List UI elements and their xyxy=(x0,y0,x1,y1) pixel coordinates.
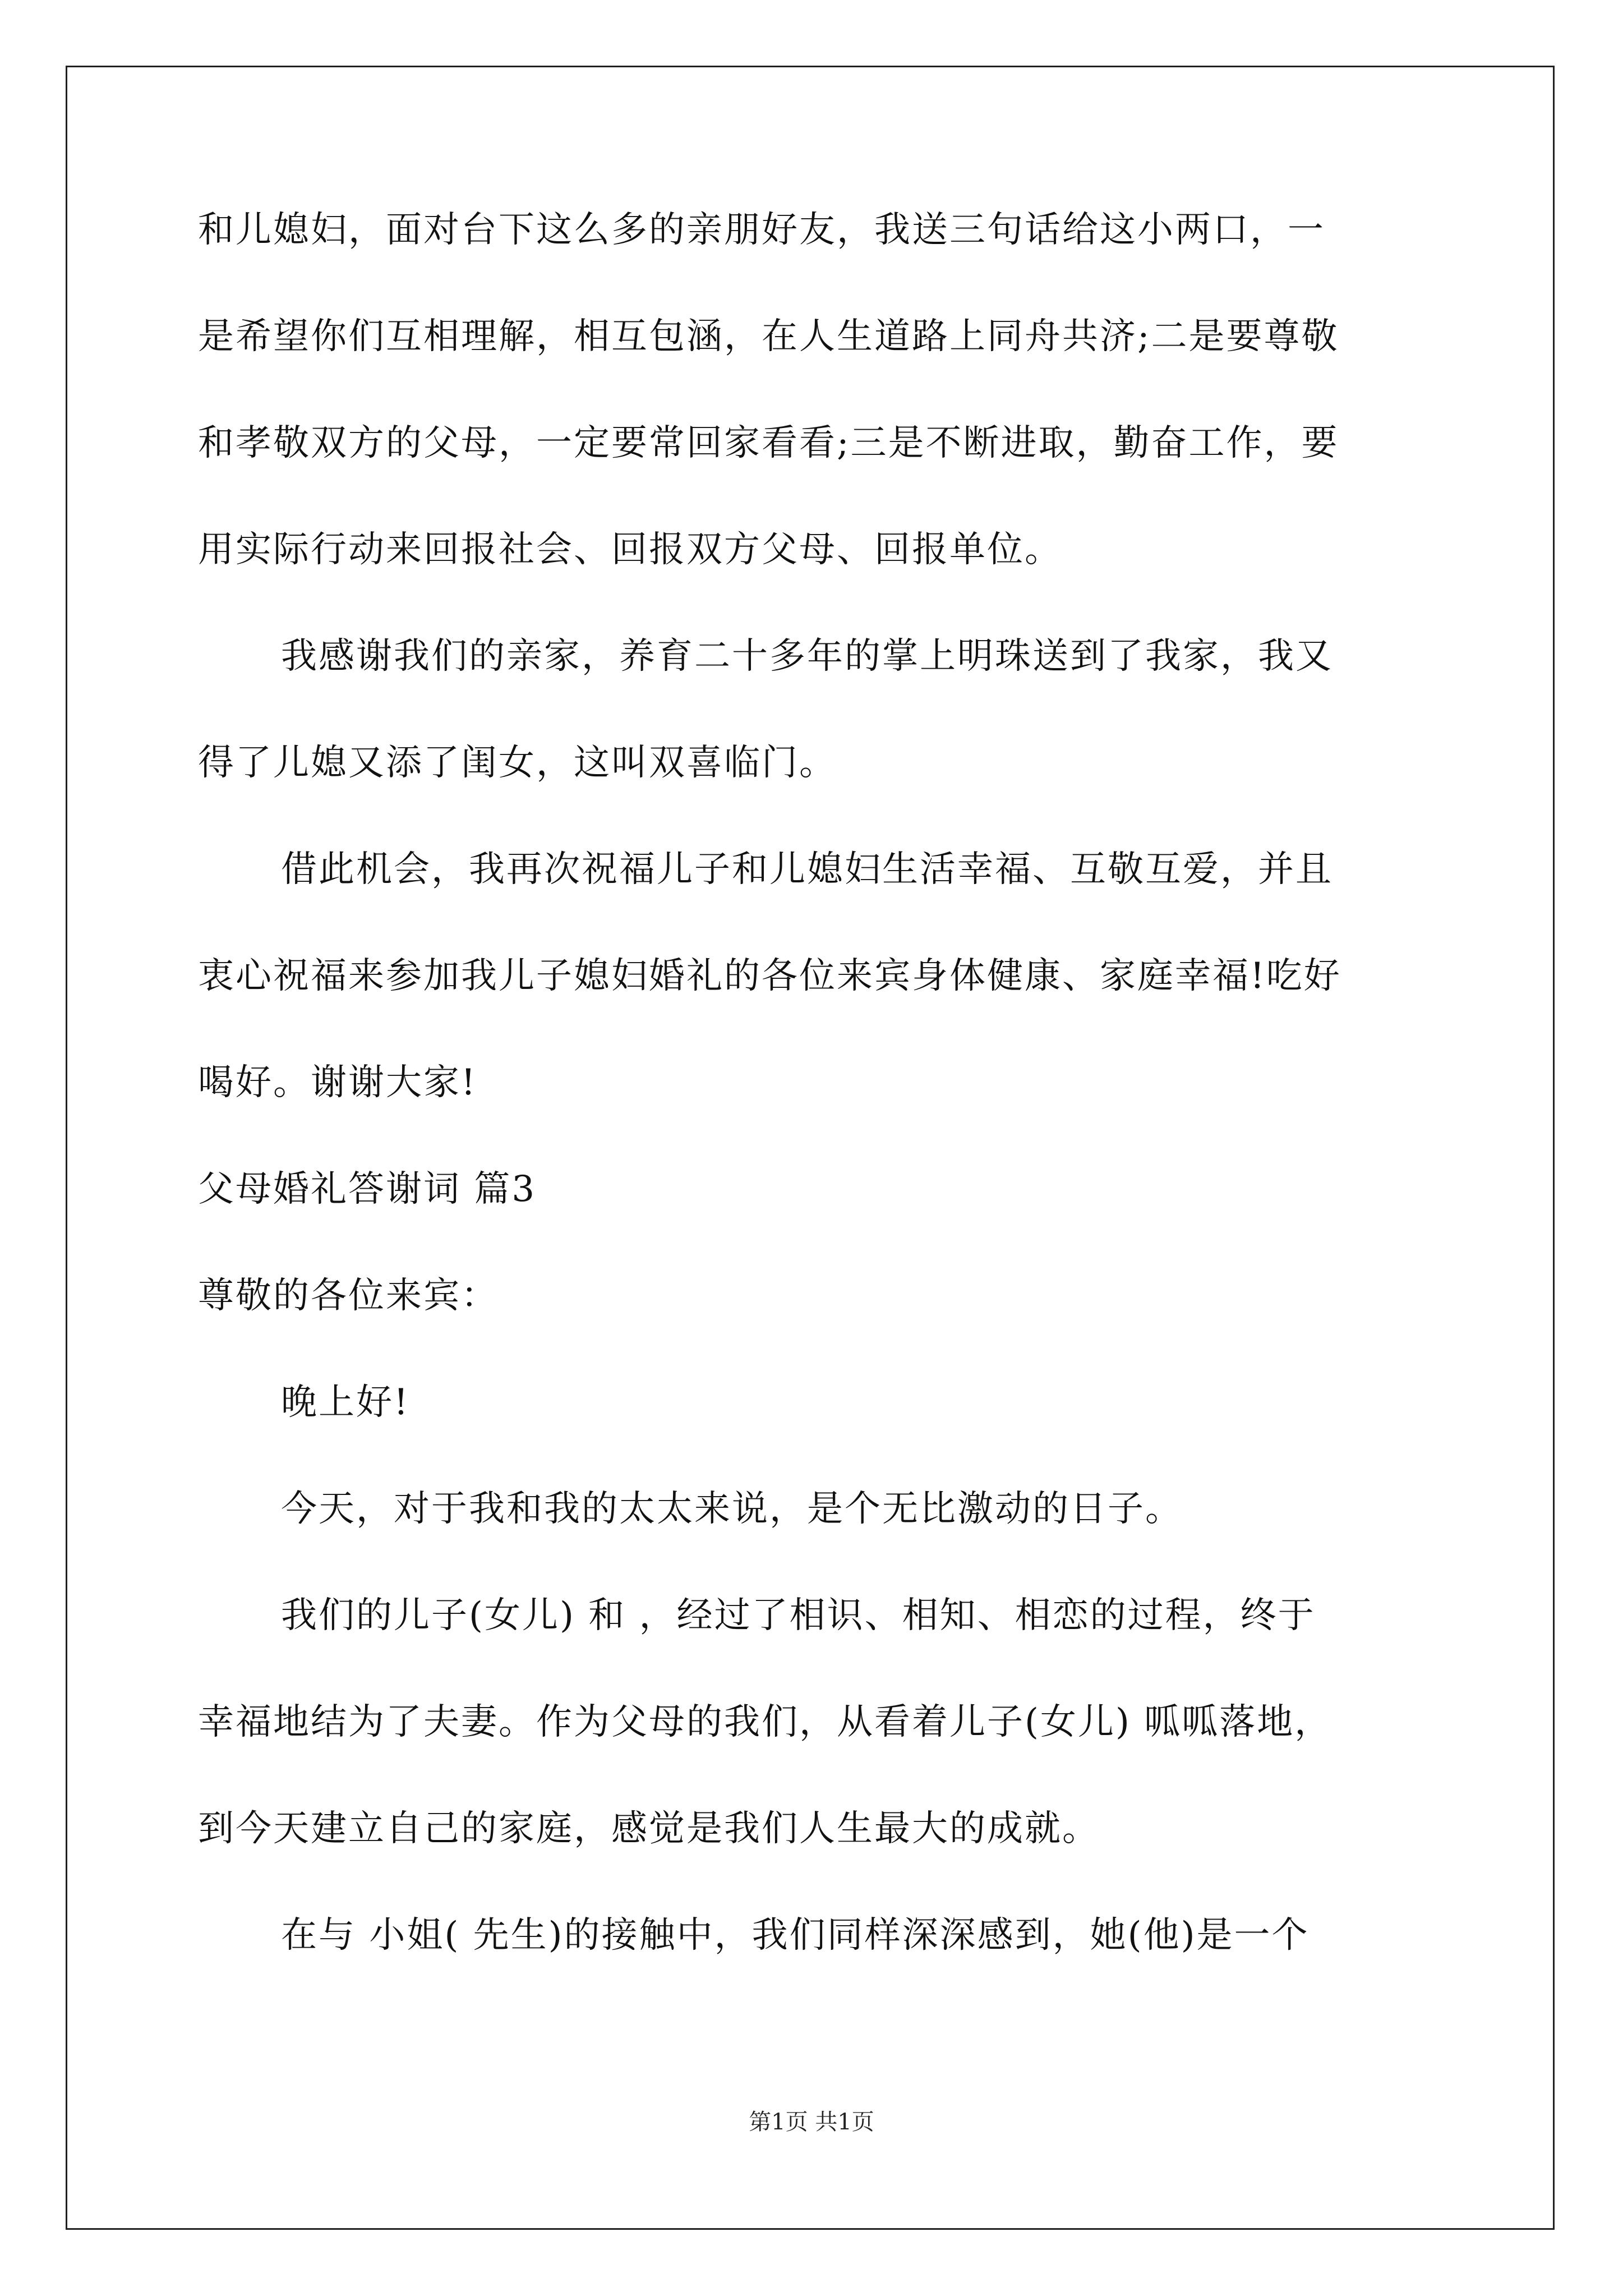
page-footer: 第1页 共1页 xyxy=(749,2109,874,2135)
text-line: 和孝敬双方的父母，一定要常回家看看;三是不断进取，勤奋工作，要 xyxy=(198,422,1339,464)
text-line: 幸福地结为了夫妻。作为父母的我们，从看着儿子(女儿) 呱呱落地， xyxy=(198,1701,1332,1743)
paragraph-start-line: 今天，对于我和我的太太来说，是个无比激动的日子。 xyxy=(281,1488,1183,1530)
text-line: 到今天建立自己的家庭，感觉是我们人生最大的成就。 xyxy=(198,1808,1100,1849)
paragraph-start-line: 借此机会，我再次祝福儿子和儿媳妇生活幸福、互敬互爱，并且 xyxy=(281,849,1333,890)
text-line: 衷心祝福来参加我儿子媳妇婚礼的各位来宾身体健康、家庭幸福!吃好 xyxy=(198,955,1341,997)
page-border xyxy=(66,66,1555,2230)
paragraph-start-line: 在与 小姐( 先生)的接触中，我们同样深深感到，她(他)是一个 xyxy=(281,1915,1310,1956)
section-heading: 父母婚礼答谢词 篇3 xyxy=(198,1168,537,1210)
salutation: 尊敬的各位来宾： xyxy=(198,1275,499,1317)
paragraph-start-line: 我们的儿子(女儿) 和 ，经过了相识、相知、相恋的过程，终于 xyxy=(281,1595,1316,1636)
text-line: 喝好。谢谢大家! xyxy=(198,1062,477,1103)
text-line: 是希望你们互相理解，相互包涵，在人生道路上同舟共济;二是要尊敬 xyxy=(198,316,1339,357)
text-line: 用实际行动来回报社会、回报双方父母、回报单位。 xyxy=(198,529,1062,570)
text-line: 和儿媳妇，面对台下这么多的亲朋好友，我送三句话给这小两口，一 xyxy=(198,209,1325,251)
greeting: 晚上好! xyxy=(281,1382,410,1423)
paragraph-start-line: 我感谢我们的亲家，养育二十多年的掌上明珠送到了我家，我又 xyxy=(281,636,1333,677)
text-line: 得了儿媳又添了闺女，这叫双喜临门。 xyxy=(198,742,837,784)
